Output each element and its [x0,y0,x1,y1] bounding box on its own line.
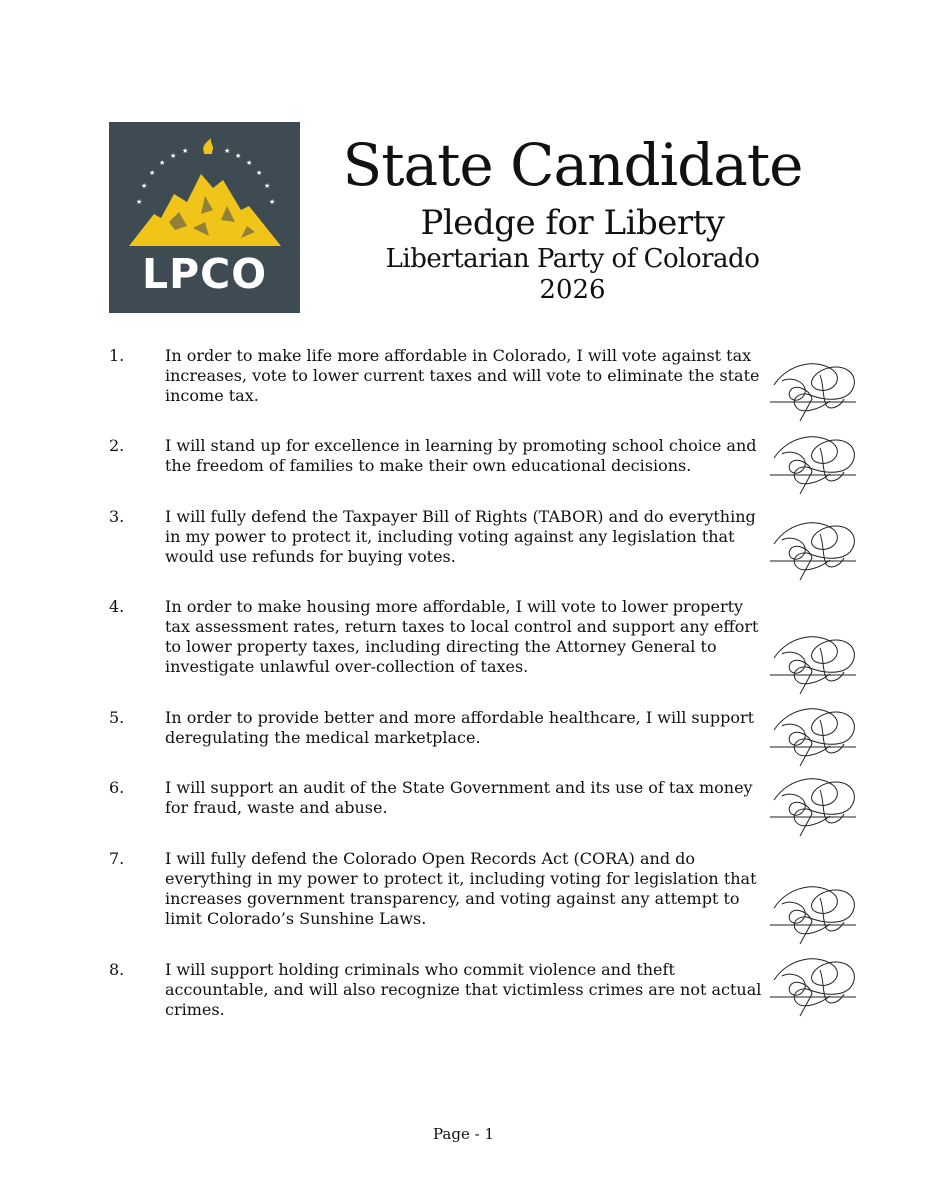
pledge-number: 2. [109,436,125,455]
pledge-number: 6. [109,778,125,797]
pledge-text: I will support holding criminals who commit violence and theft accountable, and will also recognize that victimless crimes are not actual crimes. [165,960,762,1019]
svg-text:★: ★ [182,147,189,155]
signature-initials-1 [760,355,865,425]
page-title: State Candidate [342,131,803,199]
signature-initials-2 [760,428,865,498]
pledge-number: 7. [109,849,125,868]
pledge-number: 5. [109,708,125,727]
signature-initials-3 [760,514,865,584]
pledge-text: In order to make housing more affordable, I will vote to lower property tax assessment rates, return taxes to local control and support any effort to lower property taxes, including directing the Attorney General to investigate unlawful over-collection of taxes. [165,597,759,676]
svg-text:★: ★ [149,169,156,177]
signature-initials-4 [760,628,865,698]
page-number: Page - 1 [433,1125,494,1143]
svg-text:★: ★ [141,182,148,190]
pledge-text: I will fully defend the Taxpayer Bill of Rights (TABOR) and do everything in my power to protect it, including voting against any legislation that would use refunds for buying votes. [165,507,756,566]
pledge-number: 8. [109,960,125,979]
organization-name: Libertarian Party of Colorado [385,244,760,274]
svg-text:★: ★ [170,152,177,160]
svg-text:★: ★ [269,198,276,206]
page-subtitle: Pledge for Liberty [420,203,725,243]
logo-text: LPCO [141,250,268,298]
svg-text:★: ★ [246,159,253,167]
svg-text:★: ★ [256,169,263,177]
pledge-text: I will stand up for excellence in learning by promoting school choice and the freedom of families to make their own educational decisions. [165,436,757,475]
signature-initials-6 [760,770,865,840]
pledge-number: 4. [109,597,125,616]
svg-text:★: ★ [159,159,166,167]
pledge-text: I will fully defend the Colorado Open Records Act (CORA) and do everything in my power to protect it, including voting for legislation that increases government transparency, and voting against any attempt to limit Colorado’s Sunshine Laws. [165,849,757,928]
pledge-text: I will support an audit of the State Government and its use of tax money for fraud, waste and abuse. [165,778,753,817]
signature-initials-7 [760,878,865,948]
svg-text:★: ★ [136,198,143,206]
pledge-number: 3. [109,507,125,526]
signature-initials-5 [760,700,865,770]
pledge-text: In order to provide better and more affordable healthcare, I will support deregulating the medical marketplace. [165,708,755,747]
lpco-logo [109,122,300,313]
pledge-number: 1. [109,346,125,365]
document-header [300,128,845,303]
pledge-year: 2026 [539,275,606,305]
svg-text:★: ★ [264,182,271,190]
svg-text:★: ★ [224,147,231,155]
svg-text:★: ★ [235,152,242,160]
signature-initials-8 [760,950,865,1020]
pledge-text: In order to make life more affordable in Colorado, I will vote against tax increases, vote to lower current taxes and will vote to eliminate the state income tax. [165,346,760,405]
